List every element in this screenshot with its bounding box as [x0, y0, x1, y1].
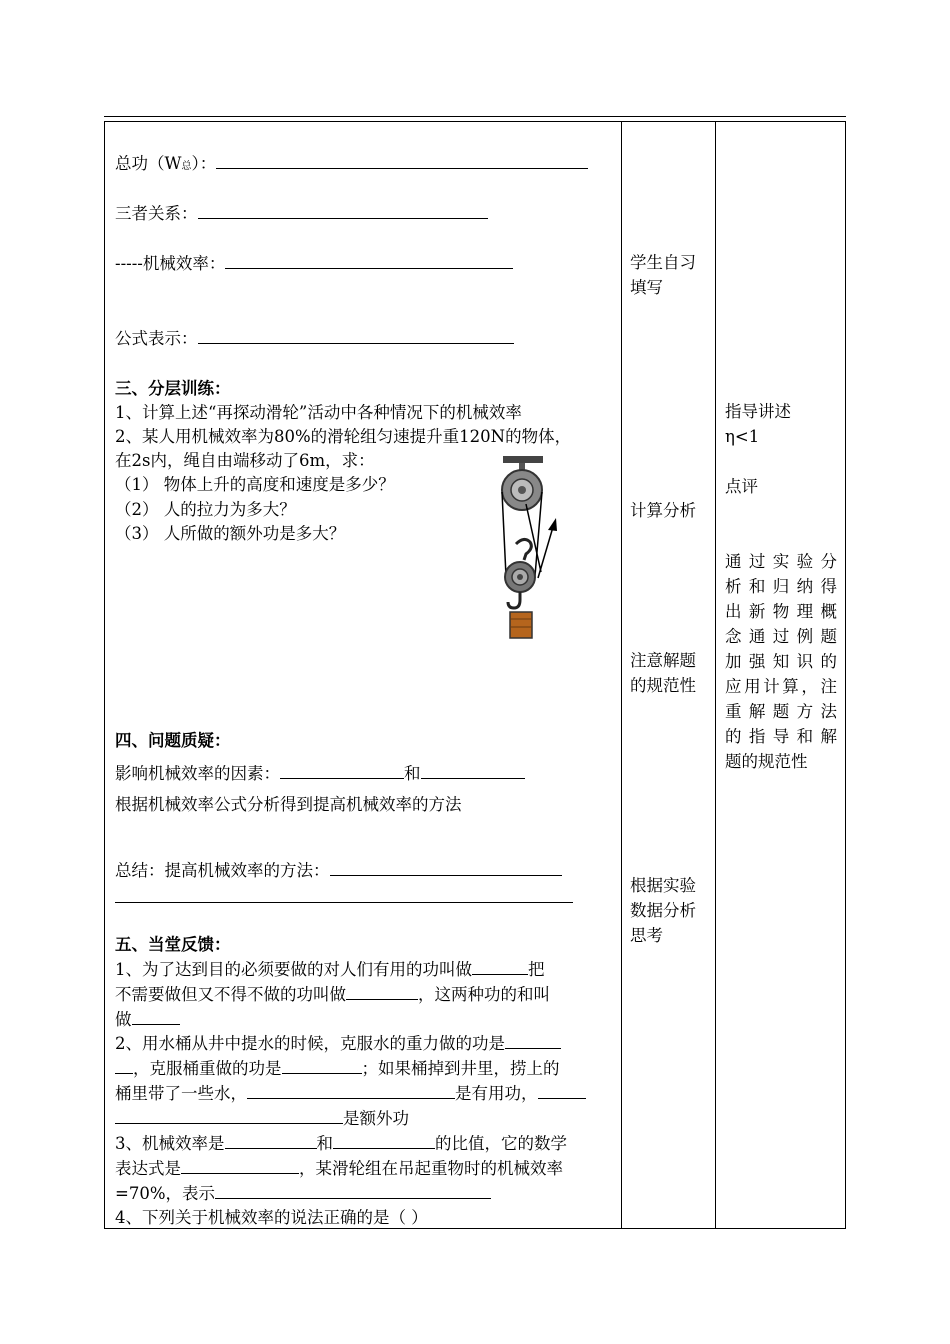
calc-note: 计算分析	[630, 501, 696, 520]
relation-line: 三者关系：	[115, 202, 488, 226]
section4-title: 四、问题质疑：	[115, 731, 231, 750]
summary-line: 总结：提高机械效率的方法：	[115, 859, 562, 883]
norms-note: 注意解题 的规范性	[630, 651, 696, 695]
blank	[280, 762, 404, 779]
section3-title: 三、分层训练：	[115, 379, 231, 398]
pull-rope	[538, 527, 553, 578]
guide-note: 指导讲述 η<1	[725, 402, 791, 446]
feedback-2-line1: 2、用水桶从井中提水的时候，克服水的重力做的功是	[115, 1032, 561, 1056]
formula-line: 公式表示：	[115, 327, 514, 351]
comment-note: 点评	[725, 477, 758, 496]
self-study-note: 学生自习 填写	[630, 253, 696, 297]
section5-title: 五、当堂反馈：	[115, 935, 231, 954]
feedback-1-line2: 不需要做但又不得不做的功叫做 ，这两种功的和叫	[115, 985, 550, 1004]
ceiling-mount	[503, 456, 543, 463]
feedback-1-line3: 做	[115, 1008, 180, 1032]
feedback-3-line3: =70%，表示	[115, 1182, 491, 1206]
summary-blank-line	[115, 902, 573, 903]
hook	[516, 539, 531, 560]
blank	[225, 252, 513, 269]
blank	[198, 327, 514, 344]
rope	[502, 492, 506, 576]
feedback-2-line4: 是额外功	[115, 1107, 409, 1131]
method-summary-note: 通过实验分 析和归纳得 出新物理概 念通过例题 加强知识的 应用计算，注 重解题方法 的指导和解 题的规范性	[725, 552, 837, 771]
weight-block	[510, 612, 532, 638]
arrow-icon	[548, 518, 557, 531]
feedback-2-line2: ，克服桶重做的功是 ；如果桶掉到井里，捞上的	[115, 1057, 560, 1081]
header-rule	[104, 116, 846, 117]
blank	[421, 762, 525, 779]
question-2-sub2: （2） 人的拉力为多大？	[115, 500, 296, 519]
efficiency-line: -----机械效率：	[115, 252, 513, 276]
column-divider-2	[715, 122, 716, 1228]
question-2-sub3: （3） 人所做的额外功是多大？	[115, 524, 346, 543]
feedback-3-line1: 3、机械效率是 和 的比值，它的数学	[115, 1134, 567, 1153]
question-1: 1、计算上述“再探动滑轮”活动中各种情况下的机械效率	[115, 403, 522, 422]
blank	[330, 859, 562, 876]
column-divider-1	[621, 122, 622, 1228]
feedback-2-line3: 桶里带了一些水， 是有用功，	[115, 1082, 586, 1106]
think-note: 根据实验 数据分析 思考	[630, 876, 696, 945]
blank	[198, 202, 488, 219]
method-analysis: 根据机械效率公式分析得到提高机械效率的方法	[115, 795, 462, 814]
lower-hook	[508, 592, 520, 608]
feedback-1-line1: 1、为了达到目的必须要做的对人们有用的功叫做 把	[115, 960, 545, 979]
lesson-table	[104, 121, 846, 1229]
total-work-line: 总功（W总）：	[115, 152, 588, 179]
question-2-sub1: （1） 物体上升的高度和速度是多少？	[115, 475, 395, 494]
feedback-3-line2: 表达式是 ，某滑轮组在吊起重物时的机械效率	[115, 1159, 563, 1178]
blank	[216, 152, 588, 169]
question-2-line2: 在2s内，绳自由端移动了6m，求：	[115, 451, 375, 470]
pulley-diagram	[490, 452, 570, 644]
question-2-line1: 2、某人用机械效率为80%的滑轮组匀速提升重120N的物体，	[115, 427, 572, 446]
feedback-4: 4、下列关于机械效率的说法正确的是（ ）	[115, 1208, 428, 1227]
factors-line: 影响机械效率的因素： 和	[115, 762, 525, 786]
